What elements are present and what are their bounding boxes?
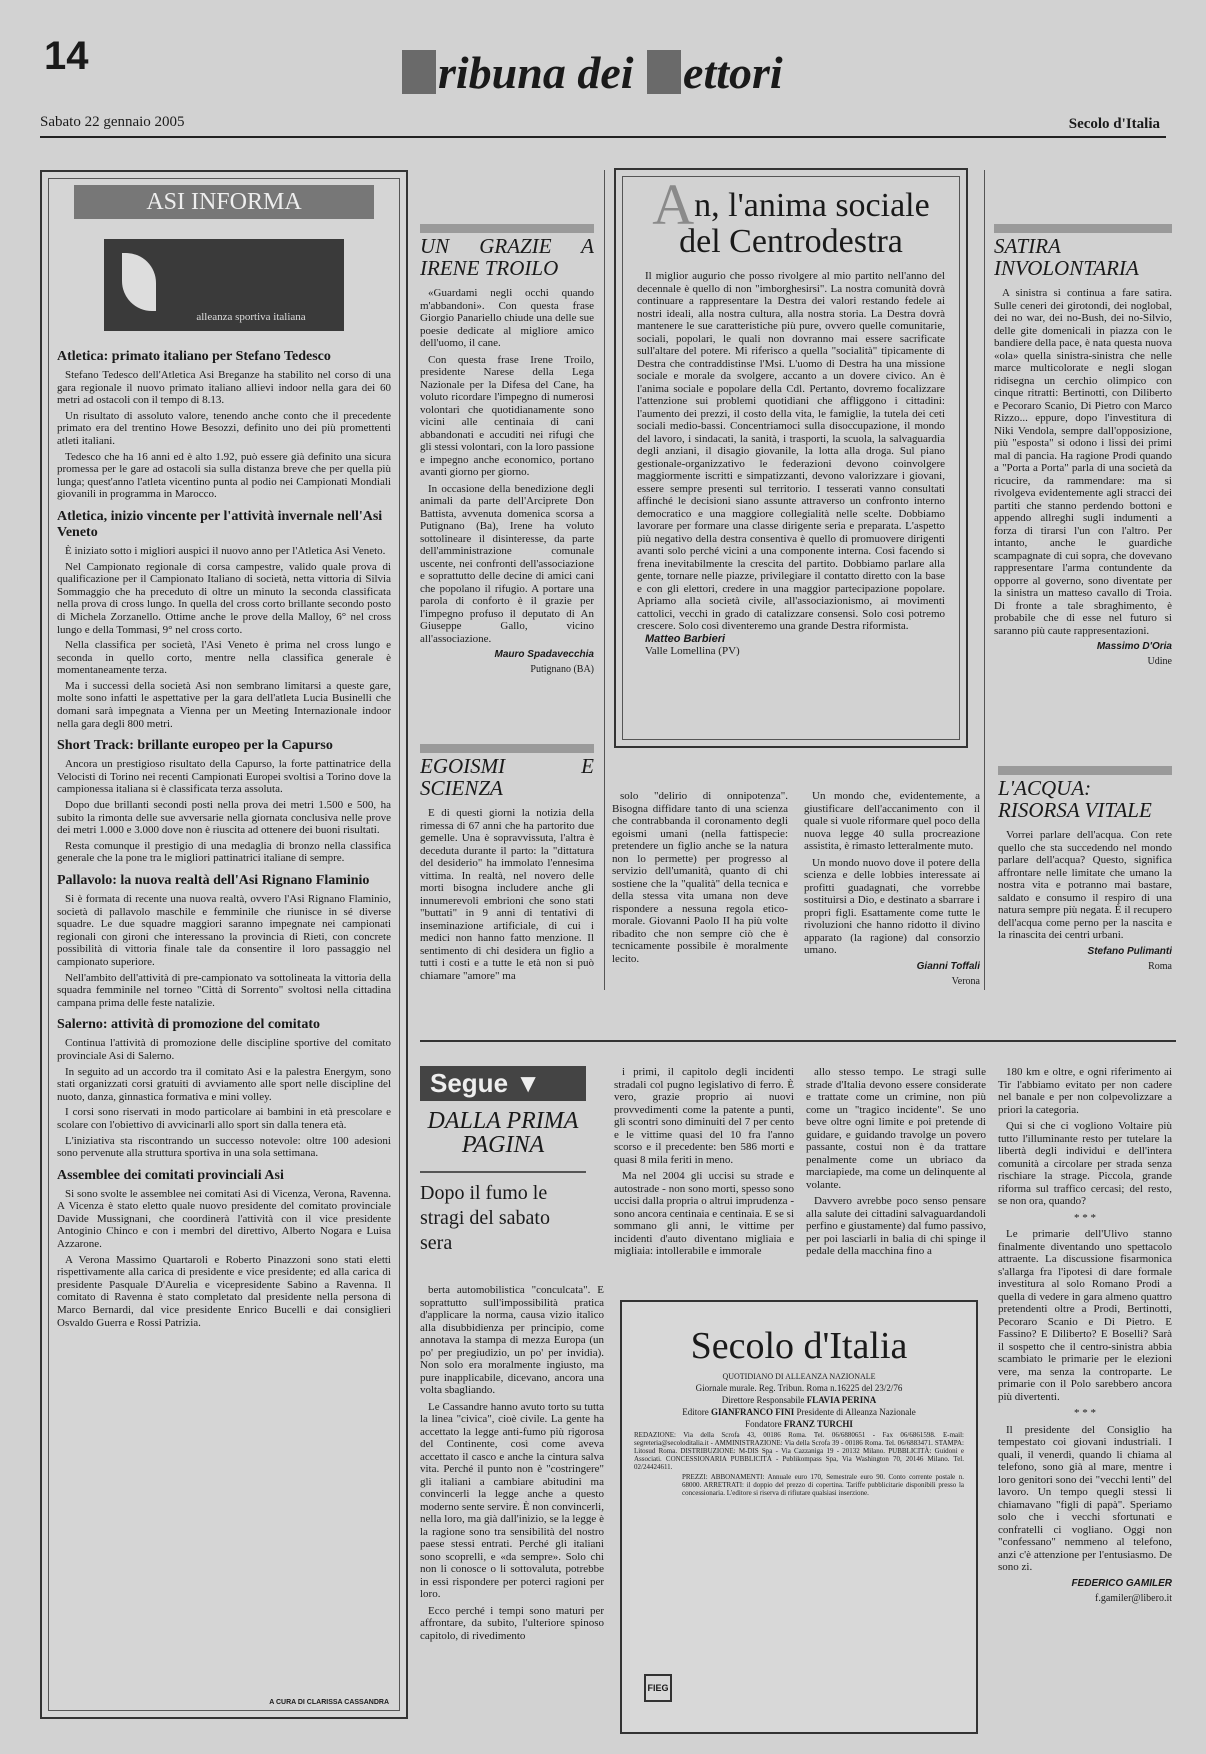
letter-paragraph: Vorrei parlare dell'acqua. Con rete quello che sta succedendo nel mondo parlare dell'acqua? Questo, significa affrontare nelle limitate che umano la nostra vita e potranno mai bastare, saldato e consumo il respiro di una natura sempre più negata. È il recupero dell'acqua come perno per la nascita e la rinascita dei centri urbani. [998,829,1172,941]
editorial-initial: A [652,172,695,237]
segue-column [420,1284,604,1734]
separator: * * * [1074,1211,1096,1224]
asi-paragraph: Nell'ambito dell'attività di pre-campionato va sottolineata la vittoria della squadra femminile nel torneo "Città di Sorrento" svoltosi nella cittadina campana prima delle feste natalizie. [57,971,391,1009]
asi-paragraph: Resta comunque il prestigio di una medaglia di bronzo nella classifica generale che la pone tra le migliori pattinatrici italiane di sempre. [57,839,391,865]
letter-title: UN GRAZIE A IRENE TROILO [420,224,594,279]
section-rule [420,1040,1176,1042]
imprint-editor: Editore GIANFRANCO FINI Presidente di Alleanza Nazionale [682,1407,916,1417]
fieg-logo: FIEG [644,1674,672,1702]
segue-subtitle: DALLA PRIMA PAGINA [427,1108,579,1158]
segue-signature: FEDERICO GAMILER [1071,1577,1172,1589]
letter-acqua [998,766,1172,1026]
segue-paragraph: Qui si che ci vogliono Voltaire più tutto l'illuminante resto per tutelare la libertà degli individui e dell'intera comunità a circolare per strada senza rischiare la strage. Piccola, grande riforma sul traffico cercasi; del resto, se non ora, quando? [998,1120,1172,1207]
column-rule [984,170,985,990]
letter-paragraph: Un mondo che, evidentemente, a giustificare dell'accanimento con il quale si vuole riformare quel poco della nuova legge 40 sulla procreazione assistita, è rimasto letteralmente muto. [804,790,980,852]
section-masthead: ribuna dei ettori [400,46,783,99]
separator: * * * [1074,1407,1096,1419]
letter-paragraph: «Guardami negli occhi quando m'abbandoni». Con questa frase Giorgio Panariello chiude una delle sue poesie dedicate al migliore amico dell'uomo, il cane. [420,287,594,349]
asi-paragraph: Dopo due brillanti secondi posti nella prova dei metri 1.500 e 500, ha subito la rimonta delle sue avversarie nella giornata conclusiva nelle prove dei metri 1.000 e 3.000 dove non è riuscita ad ottenere dei buoni risultati. [57,799,391,837]
asi-paragraph: Continua l'attività di promozione delle discipline sportive del comitato provinciale Asi di Salerno. [57,1037,391,1062]
asi-logo-text: alleanza sportiva italiana [196,311,306,323]
asi-paragraph: Un risultato di assoluto valore, tenendo anche conto che il precedente primato era del trentino Howe Besozzi, definito uno dei più promettenti atleti italiani. [57,409,391,447]
segue-block [420,1066,586,1256]
letter-paragraph: In occasione della benedizione degli animali da parte dell'Arciprete Don Battista, avvenuta domenica scorsa a Putignano (Ba), Irene ha voluto sottolineare il disinteresse, da parte dell'amministrazione comunale uscente, nei confronti dell'associazione e soprattutto delle decine di amici cani che popolano il rifugio. A portare una parola di conforto è il grazie per l'impegno profuso il deputato di An Giuseppe Gallo, vicino all'associazione. [420,482,594,645]
asi-paragraph: Nel Campionato regionale di corsa campestre, valido quale prova di qualificazione per il Campionato Italiano di società, netta vittoria di Silvia Sommaggio che ha preceduto di oltre un minuto la seconda classificata nella prova di cross lungo. In quella del cross corto brillante secondo posto di Michela Zorzanello. Ottime anche le prove della Malloy, 6° nel cross lungo e della Tommasi, 9° nel cross corto. [57,560,391,636]
imprint-prices: PREZZI: ABBONAMENTI: Annuale euro 170, Semestrale euro 90. Conto corrente postale n. 68000. ARRETRATI: il doppio del prezzo di copertina. Tariffe pubblicitarie disponibili presso la concessionaria. L'editore si riserva di rifiutare qualsiasi inserzione. [682,1473,964,1497]
segue-paragraph: berta automobilistica "conculcata". E soprattutto sull'impossibilità pratica d'applicare la norma, causa vizio italico alla disubbidienza per principio, come annotava la stampa di mezza Europa (un po' per pregiudizio, un po' per invidia). Non solo era moralmente ingiusto, ma pure inapplicabile, dicevano, ancora una volta sbagliando. [420,1284,604,1396]
asi-logo [104,239,344,331]
letter-signature: Massimo D'Oria [1096,641,1172,652]
letter-place: Roma [1148,960,1172,972]
imprint-subtitle: QUOTIDIANO DI ALLEANZA NAZIONALE [722,1372,876,1381]
editorial-place: Valle Lomellina (PV) [645,645,740,657]
asi-article-title: Salerno: attività di promozione del comitato [57,1017,320,1033]
letter-egoismi [420,744,594,1026]
segue-paragraph: Ma nel 2004 gli uccisi su strade e autostrade - non sono morti, spesso sono uccisi dalla propria o altrui imprudenza - sono ancora centinaia e centinaia. E se si sommano gli anni, le vittime per incidenti d'auto diventano migliaia e migliaia: intollerabile e immorale [614,1170,794,1257]
asi-paragraph: È iniziato sotto i migliori auspici il nuovo anno per l'Atletica Asi Veneto. [65,544,386,557]
letter-un-grazie [420,224,594,734]
masthead-initial-t [402,50,436,94]
asi-paragraph: Si è formata di recente una nuova realtà, ovvero l'Asi Rignano Flaminio, società di pallavolo maschile e femminile che riunisce in sé diverse squadre. Le due squadre maggiori saranno impegnate nei campionati regionali con gironi che interessano la provincia di Rieti, con concrete possibilità di vittoria finale tale da consentire il loro passaggio nel campionato superiore. [57,893,391,968]
letter-place: Verona [951,975,980,987]
asi-paragraph: Tedesco che ha 16 anni ed è alto 1.92, può essere già definito una sicura promessa per le gare ad ostacoli sia sulla distanza breve che per quella più lunga; quest'anno l'atleta vicentino punta al podio nei Campionati Mondiali giovanili in programma in Marocco. [57,450,391,501]
asi-banner: ASI INFORMA [74,185,374,219]
letter-title: SATIRA INVOLONTARIA [994,224,1172,279]
editorial-box [614,168,968,748]
page-number: 14 [44,34,89,78]
segue-paragraph: Le Cassandre hanno avuto torto su tutta la linea "civica", cioè civile. La gente ha accettato la legge anti-fumo più rigorosa del Continente, così come aveva accettato il casco e anche la cintura salva vita. Perché il punto non è "costringere" gli italiani a cambiare abitudini ma convincerli la legge anche a questo moderno sente servire. È non convincerli, nella loro, ma già dall'inizio, se la legge è la ragione sono tra sensibilità del nostro paese stessi entrati. Perché gli italiani sono scoprelli, e «da sempre». Solo chi non li conosce o li sottovaluta, potrebbe in essi rispondere per poterci ragioni per loro. [420,1400,604,1600]
segue-column [806,1066,986,1290]
imprint-director: Direttore Responsabile FLAVIA PERINA [721,1395,877,1405]
segue-paragraph: i primi, il capitolo degli incidenti stradali col pugno legislativo di ferro. È vero, grazie proprio ai nuovi provvedimenti come la patente a punti, gli scontri sono diminuiti del 7 per cento e le vittime quasi del 10 fra l'anno scorso e il precedente: ben 586 morti e quasi 8 mila feriti in meno. [614,1066,794,1166]
asi-paragraph: Nella classifica per società, l'Asi Veneto è prima nel cross lungo e seconda in quello corto, mentre nella classifica generale è momentaneamente terza. [57,639,391,677]
letter-paragraph: Un mondo nuovo dove il potere della scienza e delle lobbies interessate ai profitti guadagnati, che vorrebbe sostituirsi a Dio, e destinato a sbarrare i propri figli. Esattamente come tutte le rivoluzioni che hanno ridotto il divino apparato (la ragione) dal consorzio umano. [804,856,980,956]
asi-article-title: Short Track: brillante europeo per la Capurso [57,738,333,754]
asi-article-title: Atletica: primato italiano per Stefano Tedesco [57,349,331,364]
letter-signature: Gianni Toffali [916,960,980,972]
asi-article-title: Pallavolo: la nuova realtà dell'Asi Rignano Flaminio [57,873,370,888]
column-rule [604,170,605,990]
letter-title: L'ACQUA: RISORSA VITALE [998,766,1172,821]
segue-headline: Dopo il fumo le stragi del sabato sera [420,1171,586,1256]
letter-paragraph: A sinistra si continua a fare satira. Sulle ceneri dei girotondi, dei noglobal, dei no war, dei no-Bush, dei no-Silvio, delle gite domenicali in piazza con le bandiere della pace, è nata questa nuova «ola» quella sinistra-sinistra che nelle marce multicolorate e negli slogan ridisegna un cerchio olimpico con cinque ritratti: Bertinotti, con Diliberto e Pecoraro Scanio, Di Pietro con Marco Rizzo... eppure, dopo l'investitura di Niki Vendola, sempre dall'opposizione, più "esposta" si odono i lissi dei primi mal di pancia. Ha ragione Prodi quando a "Porta a Porta" parla di una società da ricucire, da rammendare: ma si rivolgeva evidentemente agli stracci dei partiti che stanno perdendo bottoni e appendo allreghi sugli indumenti a forza di tirarsi l'un con l'altro. Per intanto, anche le guardiche scampagnate di cui sopra, che dovevano rappresentare l'arma contundente da opporre al governo, sono diventate per la sinistra un matteso cavallo di Troia. Di fronte a tale sbraghimento, è probabile che di esse nel futuro si saranno più caute rappresentazioni. [994,287,1172,637]
letter-satira [994,224,1172,754]
triangle-down-icon: ▼ [515,1068,541,1098]
imprint-founder: Fondatore FRANZ TURCHI [745,1419,853,1429]
letter-signature: Mauro Spadavecchia [494,649,594,660]
letter-place: Udine [1147,656,1172,667]
asi-paragraph: Stefano Tedesco dell'Atletica Asi Breganze ha stabilito nel corso di una gara regionale il nuovo primato italiano allievi indoor nella gara dei 60 metri ad ostacoli con il tempo di 8.13. [57,369,391,407]
segue-column [614,1066,794,1290]
imprint-title: Secolo d'Italia [690,1325,908,1367]
asi-informa-box [40,170,408,1719]
letter-paragraph: solo "delirio di onnipotenza". Bisogna diffidare tanto di una scienza che contrabbanda il coronamento degli egoismi umani (nella fattispecie: pretendere un figlio anche se la natura non lo permette) per progresso al servizio dell'umanità, quanto di chi sostiene che la "qualità" della tecnica e della stessa vita umana non deve rispondere a nessuna regola etico-morale. Giovanni Paolo II ha più volte ribadito che non sempre ciò che è tecnicamente possibile è moralmente lecito. [612,790,788,965]
segue-paragraph: Il presidente del Consiglio ha tempestato coi giovani industriali. I quali, il venerdì, quando li chiama al telefono, sono già al mare, mentre i loro genitori sono dei "vecchi lenti" del lavoro. Un tempo quegli stessi li chiamavano "figli di papà". Speriamo solo che i vecchi sfortunati e confratelli ci vogliano. Oggi non "confessano" nemmeno al telefono, anzi c'è attenzione per l'entusiasmo. De sono zi. [998,1423,1172,1573]
segue-label: Segue ▼ [420,1066,586,1101]
segue-paragraph: allo stesso tempo. Le stragi sulle strade d'Italia devono essere considerate e trattate come un crimine, non più come un "tragico incidente". Se uno beve oltre ogni limite e poi pretende di guidare, e guidando travolge un povero passante, costui non è da trattare penalmente come un ubriaco da marciapiede, ma come un delinquente al volante. [806,1066,986,1191]
asi-logo-emblem-icon [122,253,156,311]
imprint-registration: Giornale murale. Reg. Tribun. Roma n.16225 del 23/2/76 [695,1383,903,1393]
letter-paragraph: Con questa frase Irene Troilo, presidente Narese della Lega Nazionale per la Difesa del Cane, ha voluto ricordare l'impegno di numerosi volontari che quotidianamente sono vicini alle centinaia di cani abbandonati e accuditi nei rifugi che gli stessi volontari, con la loro passione e impegno anche economico, portano avanti giorno per giorno. [420,353,594,478]
letter-paragraph: E di questi giorni la notizia della rimessa di 67 anni che ha partorito due gemelle. Una è sopravvissuta, l'altra è deceduta durante il parto: la "dittatura del desiderio" ha immolato l'ennesima vittima. In realtà, nel novero delle morti bisogna includere anche gli innumerevoli embrioni che sono stati "buttati" in 9 anni di tentativi di inseminazione artificiale, di cui i medici non hanno fatto menzione. Il sentimento di chi desidera un figlio a tutti i costi e a tutte le età non si può chiamare "amore" ma [420,807,594,982]
asi-article-title: Assemblee dei comitati provinciali Asi [57,1167,284,1183]
segue-paragraph: Le primarie dell'Ulivo stanno finalmente diventando uno spettacolo attraente. La discussione fisarmonica s'allarga fra l'ipotesi di dare formale investitura al solo Romano Prodi a quella di vedere in gara almeno quattro pretendenti oltre a Prodi, Bertinotti, Pecoraro Scanio e Di Pietro. E Fassino? E Diliberto? E Boselli? Sarà il sospetto che il centro-sinistra abbia scambiato le primarie per le elezioni vere, ma senza la controparte. Le primarie con il Polo sarebbero ancora più divertenti. [998,1228,1172,1403]
letter-egoismi-cont [804,790,980,1026]
asi-paragraph: L'iniziativa sta riscontrando un successo notevole: oltre 100 adesioni sono pervenute alla struttura sportiva in una sola settimana. [57,1134,391,1160]
letter-egoismi-cont [612,790,788,1026]
segue-email: f.gamiler@libero.it [1095,1592,1172,1604]
asi-paragraph: Si sono svolte le assemblee nei comitati Asi di Vicenza, Verona, Ravenna. A Vicenza è stato eletto quale nuovo presidente del comitato provinciale Davide Mussignani, che coordinerà l'attività con il vice presidente Antoginio Chinco e con i membri del direttivo, Alberto Nogara e Luisa Azzarone. [57,1187,391,1251]
segue-paragraph: 180 km e oltre, e ogni riferimento ai Tir l'abbiamo evitato per non cadere nel banale e per non colpevolizzare a priori la categoria. [998,1066,1172,1116]
editorial-signature: Matteo Barbieri [645,632,726,645]
asi-paragraph: In seguito ad un accordo tra il comitato Asi e la palestra Energym, sono stati organizzati corsi gratuiti di avviamento alle sport nelle discipline del nuoto, danza, ginnastica formativa e mini volley. [57,1065,391,1103]
editorial-body: Il miglior augurio che posso rivolgere al mio partito nell'anno del decennale è quello di non "imborghesirsi". La nostra comunità dovrà continuare a rappresentare la Destra dei valori restando fedele ai nostri ideali, alla nostra cultura, alla nostra storia. La Destra dovrà mantenere le sue caratteristiche più pure, ovvero quelle comunitarie, sociali, popolari, le quali non dovranno mai essere sacrificate sull'altare del potere. Mi riferisco a quella "socialità" tipicamente di Destra che contraddistinse l'Msi. L'uomo di Destra ha una missione sociale e morale da svolgere, accanto a un dovere civico. An è l'anima sociale e popolare della Cdl. Pertanto, dovremo focalizzare l'attenzione sui problemi quotidiani che affliggono i cittadini: l'aumento dei prezzi, il costo della vita, le famiglie, la tutela dei ceti sociali medio-bassi. Concentriamoci sulla disoccupazione, il mondo del lavoro, i sindacati, la sanità, i trasporti, la scuola, la salvaguardia degli anziani, il disagio giovanile, la lotta alla droga. Sul piano gestionale-organizzativo le federazioni devono coinvolgere maggiormente iscritti e simpatizzanti, devono valorizzare i giovani, essere sempre presenti sul territorio. I tesserati vanno consultati affinché le decisioni siano assunte attraverso un confronto interno democratico e una maggiore collegialità nelle scelte. Dobbiamo lavorare per formare una classe dirigente seria e preparata. L'aspetto più negativo della destra consentiva è quello di promuovere dirigenti avanti solo perché vicini a una componente interna. Così facendo si frena inevitabilmente la crescita del partito. Dobbiamo parlare alla gente, tornare nelle piazze, privilegiare il contatto diretto con la base e con gli elettori, credere in una maggior partecipazione popolare. Apriamo alla società civile, all'associazionismo, ai movimenti cattolici, vecchi in grado di catalizzare consensi. Solo così potremo crescere. Solo così diventeremo una grande Destra riformista. [637,270,945,632]
letter-title: EGOISMI E SCIENZA [420,744,594,799]
segue-column [998,1066,1172,1734]
editorial-title: An, l'anima sociale del Centrodestra [652,172,930,260]
asi-paragraph: I corsi sono riservati in modo particolare ai bambini in età prescolare e scolare con l'obiettivo di avvicinarli allo sport sin dalla tenera età. [57,1106,391,1131]
imprint-details: REDAZIONE: Via della Scrofa 43, 00186 Roma. Tel. 06/6880651 - Fax 06/6861598. E-mail: segreteria@secoloditalia.it - AMMINISTRAZIONE: Via della Scrofa 39 - 00186 Roma. Tel. 06/6883471. STAMPA: Litosud Roma. DISTRIBUZIONE: M-DIS Spa - Via Cazzaniga 19 - 20132 Milano. PUBBLICITÀ: Guidoni e Associati. CONCESSIONARIA PUBBLICITÀ - Publikompass Spa, Via Washington 70, 20146 Milano. Tel. 02/24424611. [634,1431,964,1471]
letter-place: Putignano (BA) [530,664,594,675]
issue-date: Sabato 22 gennaio 2005 [40,114,185,130]
segue-paragraph: Ecco perché i tempi sono maturi per affrontare, da subito, l'ulteriore spinoso capitolo, di rivedimento [420,1604,604,1642]
header-brand: Secolo d'Italia [1068,116,1160,132]
letter-signature: Stefano Pulimanti [1087,945,1172,957]
header-rule [40,136,1166,138]
asi-credit: A CURA DI CLARISSA CASSANDRA [269,1699,389,1706]
asi-paragraph: Ma i successi della società Asi non sembrano limitarsi a queste gare, molte sono infatti le aspettative per la gara dell'atleta Lucia Businelli che domani sarà impegnata a Vienna per un Meeting Internazionale indoor nella gara degli 800 metri. [57,679,391,730]
imprint-box [620,1300,978,1734]
asi-paragraph: A Verona Massimo Quartaroli e Roberto Pinazzoni sono stati eletti rispettivamente alla carica di presidente e vice presidente; ed alla carica di presidente Pasquale D'Aurelia e vicepresidente Sabino a Ravenna. Il comitato di Ravenna è stato completato dal presidente nella persona di Marco Bernardi, dal vice presidente Enrico Bucelli e dai consiglieri Osvaldo Guerra e Rossi Patrizia. [57,1253,391,1329]
segue-paragraph: Davvero avrebbe poco senso pensare alla salute dei cittadini salvaguardandoli perfino e giustamente) dal fumo passivo, per poi lasciarli in balia di chi spinge il pedale della macchina fino a [806,1195,986,1257]
masthead-initial-l [647,50,681,94]
asi-article-title: Atletica, inizio vincente per l'attività invernale nell'Asi Veneto [57,508,383,540]
asi-paragraph: Ancora un prestigioso risultato della Capurso, la forte pattinatrice della Velocisti di Torino nei recenti Campionati Europei svoltisi a Torino dove la campionessa italiana si è classificata terza assoluta. [57,758,391,796]
